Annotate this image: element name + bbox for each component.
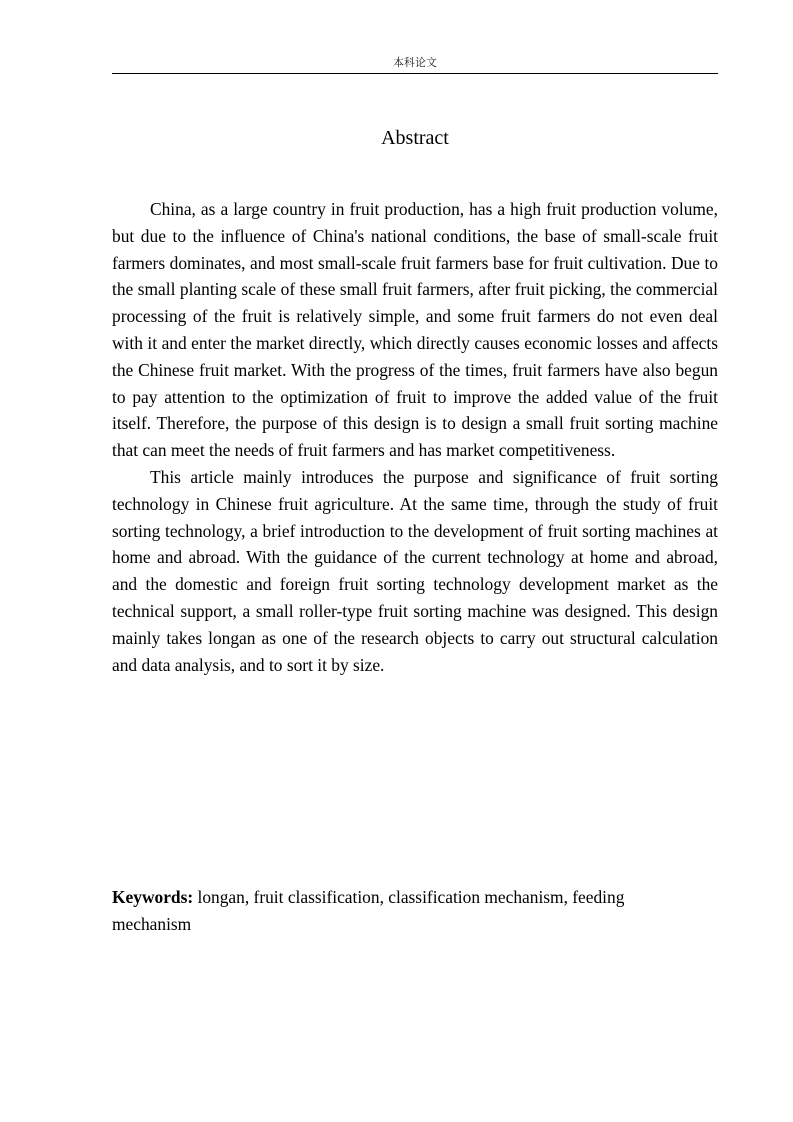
header-rule — [112, 73, 718, 74]
running-header: 本科论文 — [393, 56, 437, 69]
abstract-paragraph-1: China, as a large country in fruit production, has a high fruit production volume, but due to the influence of China's national conditions, the base of small-scale fruit farmers dominates, and most small-scale fruit farmers base for fruit cultivation. Due to the small planting scale of these small fruit farmers, after fruit picking, the commercial processing of the fruit is relatively simple, and some fruit farmers do not even deal with it and enter the market directly, which directly causes economic losses and affects the Chinese fruit market. With the progress of the times, fruit farmers have also begun to pay attention to the optimization of fruit to improve the added value of the fruit itself. Therefore, the purpose of this design is to design a small fruit sorting machine that can meet the needs of fruit farmers and has market competitiveness. — [112, 199, 718, 461]
keywords-text: longan, fruit classification, classification mechanism, feeding mechanism — [112, 887, 625, 934]
abstract-paragraph-2: This article mainly introduces the purpose and significance of fruit sorting technology in Chinese fruit agriculture. At the same time, through the study of fruit sorting technology, a brief introduction to the development of fruit sorting machines at home and abroad. With the guidance of the current technology at home and abroad, and the domestic and foreign fruit sorting technology development market as the technical support, a small roller-type fruit sorting machine was designed. This design mainly takes longan as one of the research objects to carry out structural calculation and data analysis, and to sort it by size. — [112, 466, 718, 675]
abstract-title: Abstract — [381, 127, 449, 149]
keywords-line — [112, 884, 682, 938]
keywords-label: Keywords: — [112, 887, 194, 907]
abstract-body — [112, 196, 718, 678]
